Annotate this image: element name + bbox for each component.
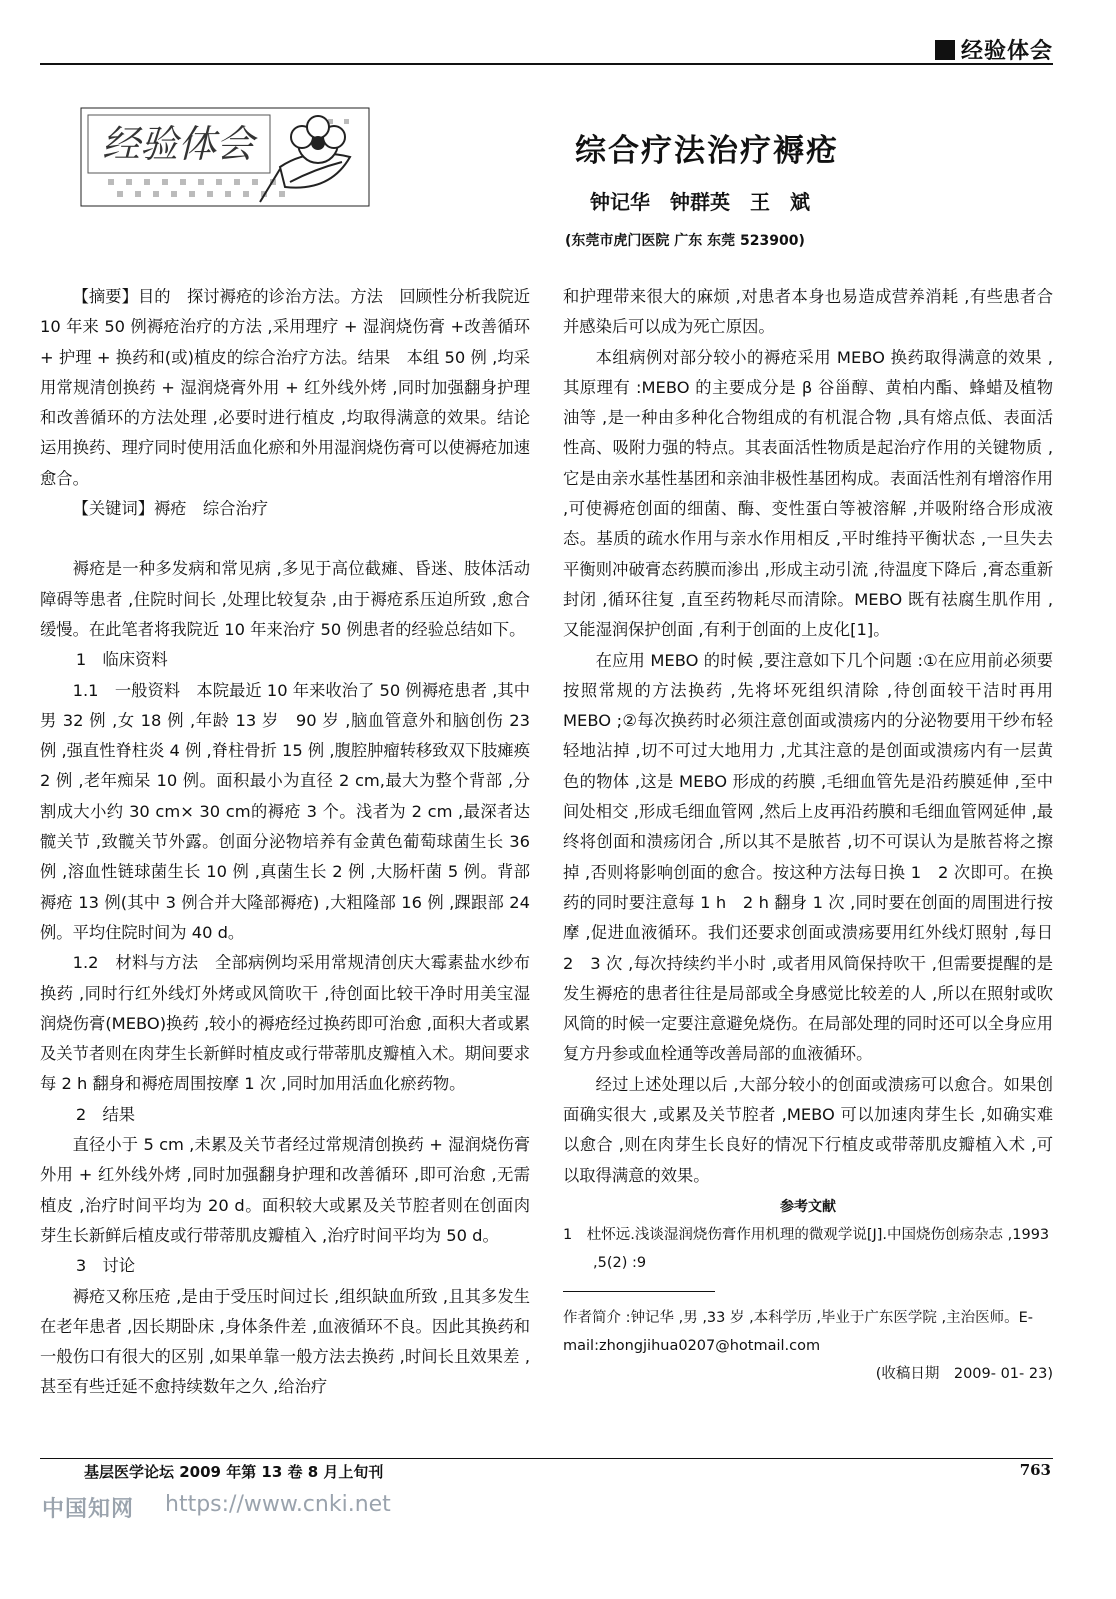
article-affiliation: (东莞市虎门医院 广东 东莞 523900) — [565, 233, 805, 249]
body-paragraph: 在应用 MEBO 的时候 ,要注意如下几个问题 :①在应用前必须要按照常规的方法换药 ,先将坏死组织清除 ,待创面较干洁时再用 MEBO ;②每次换药时必须注意创面或溃疡内的分泌物要用干纱布轻轻地沾掉 ,切不可过大地用力 ,尤其注意的是创面或溃疡内有一层黄色的物体 ,这是 MEBO 形成的药膜 ,毛细血管先是沿药膜延伸 ,至中间处相交 ,形成毛细血管网 ,然后上皮再沿药膜和毛细血管网延伸 ,最终将创面和溃疡闭合 ,所以其不是脓苔 ,切不可误认为是脓苔将之擦掉 ,否则将影响创面的愈合。按这种方法每日换 1 2 次即可。在换药的同时要注意每 1 h 2 h 翻身 1 次 ,同时要在创面的周围进行按摩 ,促进血液循环。我们还要求创面或溃疡要用红外线灯照射 ,每日 2 3 次 ,每次持续约半小时 ,或者用风筒保持吹干 ,但需要提醒的是发生褥疮的患者往往是局部或全身感觉比较差的人 ,所以在照射或吹风筒的时候一定要注意避免烧伤。在局部处理的同时还可以全身应用复方丹参或血栓通等改善局部的血液循环。 — [563, 650, 1053, 1064]
journal-citation: 基层医学论坛 2009 年第 13 卷 8 月上旬刊 — [84, 1463, 384, 1481]
section-header — [935, 34, 1053, 65]
paragraph-gap — [40, 524, 530, 554]
right-column — [563, 282, 1053, 1388]
bio-rule — [563, 1291, 715, 1292]
article-title: 综合疗法治疗褥疮 — [575, 133, 839, 169]
body-paragraph: 1.2 材料与方法 全部病例均采用常规清创庆大霉素盐水纱布换药 ,同时行红外线灯外烤或风筒吹干 ,待创面比较干净时用美宝湿润烧伤膏(MEBO)换药 ,较小的褥疮经过换药即可治愈 ,面积大者或累及关节者则在肉芽生长新鲜时植皮或行带蒂肌皮瓣植入术。期间要求每 2 h 翻身和褥疮周围按摩 1 次 ,同时加用活血化瘀药物。 — [40, 953, 530, 1094]
body-paragraph: 直径小于 5 cm ,未累及关节者经过常规清创换药 + 湿润烧伤膏外用 + 红外线外烤 ,同时加强翻身护理和改善循环 ,即可治愈 ,无需植皮 ,治疗时间平均为 20 d。面积较大或累及关节腔者则在创面肉芽生长新鲜后植皮或行带蒂肌皮瓣植入 ,治疗时间平均为 50 d。 — [40, 1135, 530, 1245]
reference-item: 1 杜怀远.浅谈湿润烧伤膏作用机理的微观学说[J].中国烧伤创疡杂志 ,1993 ,5(2) :9 — [563, 1226, 1050, 1271]
left-column — [40, 282, 547, 1403]
author-bio: 作者简介 :钟记华 ,男 ,33 岁 ,本科学历 ,毕业于广东医学院 ,主治医师。E-mail:zhongjihua0207@hotmail.com — [563, 1309, 1034, 1354]
cnki-url[interactable]: https://www.cnki.net — [165, 1492, 391, 1517]
received-date: (收稿日期 2009- 01- 23) — [875, 1365, 1053, 1382]
section-heading: 1 临床资料 — [75, 650, 168, 670]
article-authors: 钟记华 钟群英 王 斌 — [590, 190, 810, 214]
section-heading: 3 讨论 — [75, 1256, 136, 1276]
logo-text: 经验体会 — [101, 122, 255, 166]
section-label: 经验体会 — [960, 39, 1053, 64]
body-paragraph: 【摘要】目的 探讨褥疮的诊治方法。方法 回顾性分析我院近 10 年来 50 例褥疮治疗的方法 ,采用理疗 + 湿润烧伤膏 +改善循环 + 护理 + 换药和(或)植皮的综合治疗方法。结果 本组 50 例 ,均采用常规清创换药 + 湿润烧膏外用 + 红外线外烤 ,同时加强翻身护理和改善循环的方法处理 ,必要时进行植皮 ,均取得满意的效果。结论 运用换药、理疗同时使用活血化瘀和外用湿润烧伤膏可以使褥疮加速愈合。 — [40, 287, 547, 488]
page-number: 763 — [1019, 1461, 1051, 1479]
header-rule — [40, 63, 1053, 65]
square-bullet-icon — [935, 40, 955, 60]
body-paragraph: 1.1 一般资料 本院最近 10 年来收治了 50 例褥疮患者 ,其中男 32 例 ,女 18 例 ,年龄 13 岁 90 岁 ,脑血管意外和脑创伤 23 例 ,强直性脊柱炎 4 例 ,脊柱骨折 15 例 ,腹腔肿瘤转移致双下肢瘫痪 2 例 ,老年痴呆 10 例。面积最小为直径 2 cm,最大为整个背部 ,分割成大小约 30 cm× 30 cm的褥疮 3 个。浅者为 2 cm ,最深者达髋关节 ,致髋关节外露。创面分泌物培养有金黄色葡萄球菌生长 36 例 ,溶血性链球菌生长 10 例 ,真菌生长 2 例 ,大肠杆菌 5 例。背部褥疮 13 例(其中 3 例合并大隆部褥疮) ,大粗隆部 16 例 ,踝跟部 24例。平均住院时间为 40 d。 — [40, 680, 530, 942]
references-heading: 参考文献 — [780, 1198, 836, 1215]
section-heading: 2 结果 — [75, 1104, 136, 1124]
body-paragraph: 和护理带来很大的麻烦 ,对患者本身也易造成营养消耗 ,有些患者合并感染后可以成为死亡原因。 — [563, 287, 1053, 337]
body-paragraph: 【关键词】褥疮 综合治疗 — [72, 499, 268, 519]
section-logo — [80, 107, 370, 207]
body-paragraph: 本组病例对部分较小的褥疮采用 MEBO 换药取得满意的效果 ,其原理有 :MEBO 的主要成分是 β 谷甾醇、黄柏内酯、蜂蜡及植物油等 ,是一种由多种化合物组成的有机混合物 ,具有熔点低、表面活性高、吸附力强的特点。其表面活性物质是起治疗作用的关键物质 ,它是由亲水基性基团和亲油非极性基团构成。表面活性剂有增溶作用 ,可使褥疮创面的细菌、酶、变性蛋白等被溶解 ,并吸附络合形成液态。基质的疏水作用与亲水作用相反 ,平时维持平衡状态 ,一旦失去平衡则冲破膏态药膜而渗出 ,形成主动引流 ,待温度下降后 ,膏态重新封闭 ,循环往复 ,直至药物耗尽而清除。MEBO 既有祛腐生肌作用 ,又能湿润保护创面 ,有利于创面的上皮化[1]。 — [563, 347, 1053, 640]
cnki-watermark-logo: 中国知网 — [42, 1497, 135, 1522]
body-paragraph: 褥疮是一种多发病和常见病 ,多见于高位截瘫、昏迷、肢体活动障碍等患者 ,住院时间长 ,处理比较复杂 ,由于褥疮系压迫所致 ,愈合缓慢。在此笔者将我院近 10 年来治疗 50 例患者的经验总结如下。 — [40, 559, 530, 639]
body-paragraph: 褥疮又称压疮 ,是由于受压时间过长 ,组织缺血所致 ,且其多发生在老年患者 ,因长期卧床 ,身体条件差 ,血液循环不良。因此其换药和一般伤口有很大的区别 ,如果单靠一般方法去换药 ,时间长且效果差 ,甚至有些迁延不愈持续数年之久 ,给治疗 — [40, 1286, 530, 1397]
body-paragraph: 经过上述处理以后 ,大部分较小的创面或溃疡可以愈合。如果创面确实很大 ,或累及关节腔者 ,MEBO 可以加速肉芽生长 ,如确实难以愈合 ,则在肉芽生长良好的情况下行植皮或带蒂肌皮瓣植入术 ,可以取得满意的效果。 — [563, 1074, 1053, 1185]
footer-rule — [40, 1458, 1053, 1459]
